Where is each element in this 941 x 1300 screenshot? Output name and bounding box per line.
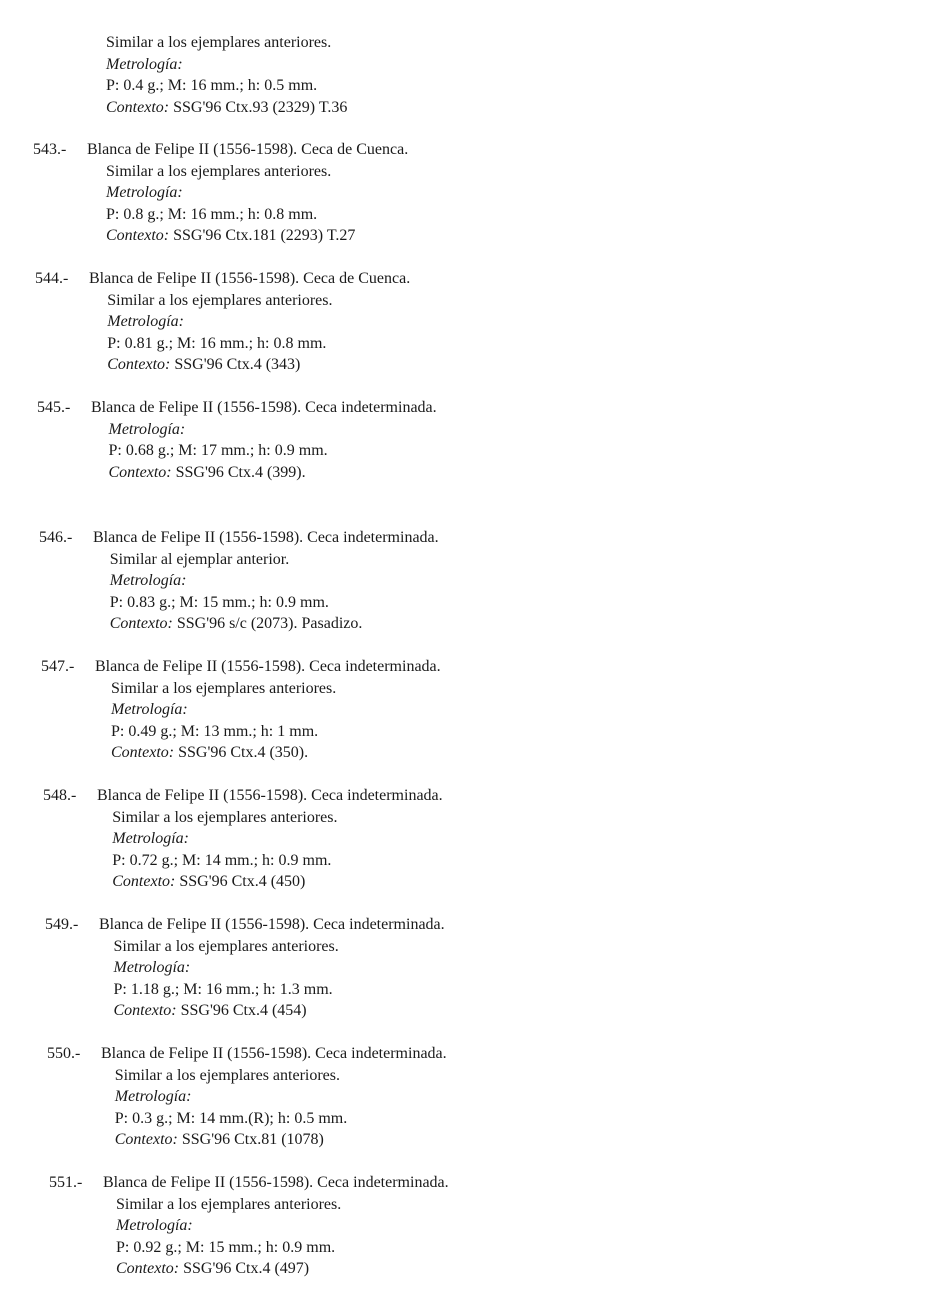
entry-number: 551.- (49, 1174, 83, 1191)
contexto-line (116, 1258, 309, 1279)
contexto-label: Contexto: (106, 98, 170, 116)
metrologia-value: P: 0.92 g.; M: 15 mm.; h: 0.9 mm. (116, 1238, 336, 1256)
contexto-line (114, 1000, 307, 1021)
entry-number: 549.- (45, 916, 79, 933)
contexto-value: SSG'96 Ctx.4 (343) (174, 356, 301, 373)
contexto-value: SSG'96 Ctx.4 (350). (178, 744, 309, 761)
description: Similar a los ejemplares anteriores. (107, 291, 333, 309)
description: Similar a los ejemplares anteriores. (112, 808, 338, 826)
contexto-label: Contexto: (112, 873, 176, 890)
contexto-value: SSG'96 Ctx.4 (497) (183, 1260, 310, 1277)
contexto-label: Contexto: (113, 1002, 177, 1019)
metrologia-label: Metrología: (108, 420, 186, 438)
contexto-line (106, 97, 347, 118)
contexto-label: Contexto: (116, 1260, 180, 1277)
contexto-line (111, 742, 308, 763)
contexto-line (115, 1129, 324, 1150)
entry-number: 546.- (39, 529, 73, 546)
contexto-value: SSG'96 Ctx.93 (2329) T.36 (173, 98, 348, 116)
entry-number: 543.- (33, 141, 67, 158)
description: Similar a los ejemplares anteriores. (106, 162, 332, 180)
contexto-label: Contexto: (107, 356, 171, 373)
contexto-label: Contexto: (111, 744, 175, 761)
metrologia-label: Metrología: (109, 572, 187, 589)
entry-title: Blanca de Felipe II (1556-1598). Ceca indeterminada. (95, 658, 441, 675)
entry-title: Blanca de Felipe II (1556-1598). Ceca de Cuenca. (89, 270, 411, 287)
contexto-line (112, 871, 305, 892)
contexto-value: SSG'96 Ctx.81 (1078) (181, 1131, 324, 1148)
entry-title: Blanca de Felipe II (1556-1598). Ceca indeterminada. (93, 529, 439, 546)
description: Similar a los ejemplares anteriores. (106, 34, 332, 51)
metrologia-label: Metrología: (116, 1217, 193, 1234)
metrologia-value: P: 0.3 g.; M: 14 mm.(R); h: 0.5 mm. (114, 1109, 348, 1127)
contexto-line (107, 354, 300, 375)
metrologia-label: Metrología: (106, 184, 183, 201)
contexto-line (106, 225, 355, 246)
entry-number: 548.- (43, 787, 77, 804)
metrologia-value: P: 0.81 g.; M: 16 mm.; h: 0.8 mm. (107, 334, 327, 352)
description: Similar a los ejemplares anteriores. (114, 1066, 341, 1084)
entry-title: Blanca de Felipe II (1556-1598). Ceca indeterminada. (99, 916, 445, 933)
contexto-label: Contexto: (106, 227, 170, 244)
metrologia-label: Metrología: (107, 313, 184, 330)
contexto-label: Contexto: (109, 615, 173, 632)
metrologia-value: P: 0.68 g.; M: 17 mm.; h: 0.9 mm. (108, 442, 328, 459)
contexto-label: Contexto: (108, 463, 172, 481)
metrologia-value: P: 0.4 g.; M: 16 mm.; h: 0.5 mm. (106, 77, 318, 94)
metrologia-label: Metrología: (106, 55, 183, 73)
entry-title: Blanca de Felipe II (1556-1598). Ceca indeterminada. (97, 787, 443, 804)
contexto-value: SSG'96 Ctx.4 (454) (180, 1002, 307, 1019)
description: Similar a los ejemplares anteriores. (113, 937, 339, 955)
entry-title: Blanca de Felipe II (1556-1598). Ceca indeterminada. (91, 399, 437, 416)
contexto-value: SSG'96 Ctx.181 (2293) T.27 (173, 227, 356, 244)
entry-title: Blanca de Felipe II (1556-1598). Ceca de Cuenca. (87, 141, 409, 158)
entry-number: 547.- (41, 658, 75, 675)
metrologia-value: P: 1.18 g.; M: 16 mm.; h: 1.3 mm. (113, 980, 333, 998)
metrologia-value: P: 0.8 g.; M: 16 mm.; h: 0.8 mm. (106, 205, 318, 223)
metrologia-label: Metrología: (111, 701, 188, 718)
contexto-value: SSG'96 Ctx.4 (399). (175, 463, 306, 481)
description: Similar a los ejemplares anteriores. (116, 1195, 342, 1213)
contexto-label: Contexto: (114, 1131, 178, 1148)
contexto-value: SSG'96 Ctx.4 (450) (179, 873, 306, 890)
entry-number: 550.- (47, 1045, 81, 1062)
entry-number: 544.- (35, 270, 69, 287)
contexto-line (110, 613, 363, 634)
metrologia-label: Metrología: (113, 959, 191, 976)
metrologia-value: P: 0.83 g.; M: 15 mm.; h: 0.9 mm. (109, 593, 329, 611)
entry-title: Blanca de Felipe II (1556-1598). Ceca indeterminada. (101, 1045, 447, 1062)
metrologia-label: Metrología: (114, 1088, 192, 1105)
entry-title: Blanca de Felipe II (1556-1598). Ceca indeterminada. (103, 1174, 449, 1191)
description: Similar al ejemplar anterior. (109, 550, 290, 568)
contexto-line (109, 462, 306, 483)
metrologia-label: Metrología: (112, 830, 189, 847)
description: Similar a los ejemplares anteriores. (111, 679, 337, 697)
metrologia-value: P: 0.72 g.; M: 14 mm.; h: 0.9 mm. (112, 851, 332, 869)
metrologia-value: P: 0.49 g.; M: 13 mm.; h: 1 mm. (111, 722, 319, 740)
contexto-value: SSG'96 s/c (2073). Pasadizo. (176, 615, 363, 632)
entry-number: 545.- (37, 399, 71, 416)
